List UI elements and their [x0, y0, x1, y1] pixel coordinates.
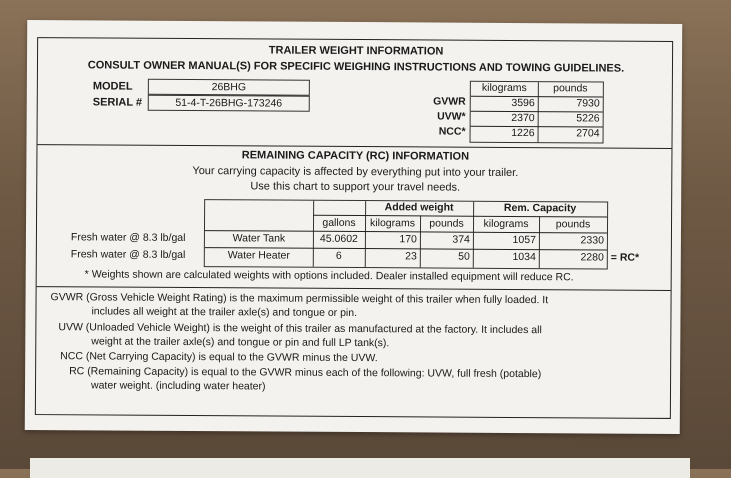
model-label: MODEL	[92, 80, 133, 93]
rc-title: REMAINING CAPACITY (RC) INFORMATION	[241, 149, 470, 163]
weights-col-lb: pounds	[553, 82, 588, 95]
ncc-lb: 2704	[576, 127, 600, 140]
added-weight-header: Added weight	[384, 201, 454, 214]
rc-col-kg: kilograms	[370, 217, 416, 230]
label-title: TRAILER WEIGHT INFORMATION	[268, 44, 444, 58]
uvw-kg: 2370	[511, 111, 535, 125]
definition-uvw	[58, 321, 542, 336]
rc-col-lb2: pounds	[555, 218, 591, 231]
definition-abbr: NCC	[60, 350, 83, 363]
rc-row2-lb: 50	[458, 250, 470, 263]
ncc-kg: 1226	[511, 126, 535, 140]
rc-line-2: Use this chart to support your travel needs.	[250, 180, 461, 194]
definition-text: (Unloaded Vehicle Weight) is the weight of this trailer as manufactured at the factory. It includes all	[85, 321, 542, 337]
serial-value: 51-4-T-26BHG-173246	[175, 96, 283, 110]
rc-row1-source: Water Tank	[232, 232, 286, 245]
definition-ncc	[60, 350, 378, 364]
rc-row2-rem-kg: 1034	[512, 250, 536, 264]
section-divider-2	[37, 286, 671, 291]
definition-text: (Net Carrying Capacity) is equal to the GVWR minus the UVW.	[85, 350, 378, 365]
rc-note: * Weights shown are calculated weights with options included. Dealer installed equipment will reduce RC.	[84, 268, 574, 284]
rc-row2-rem-lb: 2280	[580, 251, 604, 264]
rc-row1-label: Fresh water @ 8.3 lb/gal	[70, 231, 186, 244]
rc-row2-gallons: 6	[335, 249, 342, 262]
rc-row1-lb: 374	[452, 233, 470, 246]
rc-row2-label: Fresh water @ 8.3 lb/gal	[70, 248, 186, 261]
second-sheet-edge	[30, 458, 690, 478]
label-frame	[35, 37, 673, 419]
definition-abbr: RC	[69, 365, 85, 378]
label-subtitle: CONSULT OWNER MANUAL(S) FOR SPECIFIC WEIGHING INSTRUCTIONS AND TOWING GUIDELINES.	[87, 59, 625, 75]
definition-text: (Gross Vehicle Weight Rating) is the maximum permissible weight of this trailer when fully loaded. It	[86, 291, 549, 307]
weights-col-kg: kilograms	[481, 81, 527, 95]
uvw-lb: 5226	[576, 112, 600, 125]
uvw-label: UVW*	[437, 110, 466, 123]
weight-label-sheet	[25, 20, 682, 434]
rc-table	[204, 199, 608, 269]
rc-row2-kg: 23	[405, 250, 417, 263]
rc-row1-rem-lb: 2330	[580, 234, 604, 247]
serial-label: SERIAL #	[92, 96, 143, 109]
rem-capacity-header: Rem. Capacity	[503, 201, 577, 215]
serial-box	[148, 95, 310, 112]
ncc-label: NCC*	[438, 125, 466, 138]
definition-gvwr	[51, 291, 549, 306]
rc-equals-mark: = RC*	[610, 251, 640, 264]
rc-row1-gallons: 45.0602	[319, 232, 358, 246]
definition-gvwr-cont: includes all weight at the trailer axle(s) and tongue or pin.	[91, 305, 358, 320]
weights-table	[470, 81, 604, 144]
rc-row1-rem-kg: 1057	[512, 233, 536, 247]
rc-col-gallons: gallons	[322, 216, 356, 230]
rc-row2-source: Water Heater	[227, 249, 290, 262]
definition-rc	[69, 365, 541, 380]
model-box	[148, 79, 310, 96]
gvwr-kg: 3596	[511, 96, 535, 110]
rc-col-kg2: kilograms	[483, 217, 529, 231]
model-value: 26BHG	[211, 81, 247, 94]
definition-rc-cont: water weight. (including water heater)	[90, 379, 266, 393]
gvwr-label: GVWR	[433, 95, 466, 108]
definition-abbr: UVW	[58, 321, 83, 334]
gvwr-lb: 7930	[576, 97, 600, 110]
definition-text: (Remaining Capacity) is equal to the GVWR minus each of the following: UVW, full fresh (potable)	[87, 365, 542, 381]
definition-uvw-cont: weight at the trailer axle(s) and tongue or pin and full LP tank(s).	[91, 335, 390, 350]
rc-row1-kg: 170	[399, 233, 417, 246]
rc-col-lb: pounds	[429, 217, 464, 230]
definition-abbr: GVWR	[50, 291, 84, 304]
rc-line-1: Your carrying capacity is affected by everything put into your trailer.	[192, 165, 519, 180]
